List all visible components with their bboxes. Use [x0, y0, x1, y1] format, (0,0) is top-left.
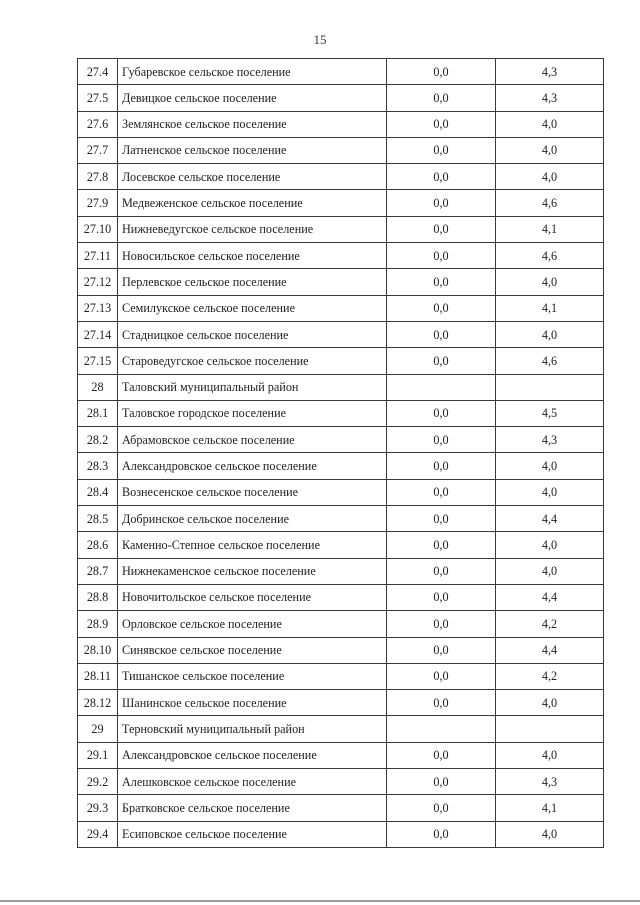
settlement-name-cell: Семилукское сельское поселение	[118, 295, 387, 321]
settlement-name-cell: Орловское сельское поселение	[118, 611, 387, 637]
settlement-name-cell: Тишанское сельское поселение	[118, 663, 387, 689]
table-row	[78, 400, 604, 426]
table-row	[78, 111, 604, 137]
table-row	[78, 716, 604, 742]
table-row	[78, 506, 604, 532]
settlement-name-cell: Девицкое сельское поселение	[118, 85, 387, 111]
value-2-cell: 4,0	[496, 321, 604, 347]
value-1-cell: 0,0	[387, 243, 496, 269]
value-2-cell: 4,0	[496, 479, 604, 505]
value-2-cell: 4,2	[496, 663, 604, 689]
value-2-cell: 4,4	[496, 506, 604, 532]
value-2-cell: 4,3	[496, 427, 604, 453]
table-row	[78, 164, 604, 190]
page-number: 15	[313, 32, 327, 47]
table-row	[78, 190, 604, 216]
value-2-cell: 4,0	[496, 742, 604, 768]
row-number-cell: 27.6	[78, 111, 118, 137]
value-1-cell: 0,0	[387, 769, 496, 795]
table-row	[78, 637, 604, 663]
value-2-cell: 4,1	[496, 295, 604, 321]
row-number-cell: 27.4	[78, 59, 118, 85]
row-number-cell: 28.4	[78, 479, 118, 505]
value-2-cell: 4,1	[496, 795, 604, 821]
value-2-cell: 4,4	[496, 637, 604, 663]
row-number-cell: 28.8	[78, 584, 118, 610]
row-number-cell: 27.9	[78, 190, 118, 216]
settlement-name-cell: Таловское городское поселение	[118, 400, 387, 426]
value-1-cell: 0,0	[387, 216, 496, 242]
table-row	[78, 742, 604, 768]
settlement-name-cell: Нижнекаменское сельское поселение	[118, 558, 387, 584]
row-number-cell: 28.11	[78, 663, 118, 689]
value-1-cell: 0,0	[387, 269, 496, 295]
value-2-cell	[496, 716, 604, 742]
settlement-table	[77, 58, 604, 848]
row-number-cell: 28.5	[78, 506, 118, 532]
row-number-cell: 27.12	[78, 269, 118, 295]
table-row	[78, 374, 604, 400]
table-row	[78, 243, 604, 269]
value-1-cell: 0,0	[387, 663, 496, 689]
settlement-name-cell: Шанинское сельское поселение	[118, 690, 387, 716]
table-row	[78, 663, 604, 689]
value-1-cell: 0,0	[387, 348, 496, 374]
table-row	[78, 137, 604, 163]
value-1-cell: 0,0	[387, 532, 496, 558]
table-row	[78, 690, 604, 716]
value-1-cell: 0,0	[387, 611, 496, 637]
value-1-cell: 0,0	[387, 137, 496, 163]
table-row	[78, 295, 604, 321]
value-1-cell: 0,0	[387, 190, 496, 216]
settlement-name-cell: Братковское сельское поселение	[118, 795, 387, 821]
row-number-cell: 28.6	[78, 532, 118, 558]
value-2-cell: 4,0	[496, 111, 604, 137]
value-2-cell: 4,0	[496, 164, 604, 190]
value-2-cell: 4,1	[496, 216, 604, 242]
row-number-cell: 27.10	[78, 216, 118, 242]
table-row	[78, 795, 604, 821]
value-2-cell: 4,0	[496, 821, 604, 847]
value-1-cell: 0,0	[387, 111, 496, 137]
value-1-cell: 0,0	[387, 690, 496, 716]
settlement-name-cell: Землянское сельское поселение	[118, 111, 387, 137]
row-number-cell: 27.15	[78, 348, 118, 374]
row-number-cell: 28.9	[78, 611, 118, 637]
value-2-cell: 4,4	[496, 584, 604, 610]
table-row	[78, 321, 604, 347]
settlement-name-cell: Александровское сельское поселение	[118, 742, 387, 768]
settlement-name-cell: Абрамовское сельское поселение	[118, 427, 387, 453]
table-row	[78, 216, 604, 242]
row-number-cell: 28.12	[78, 690, 118, 716]
settlement-name-cell: Алешковское сельское поселение	[118, 769, 387, 795]
row-number-cell: 28.10	[78, 637, 118, 663]
table-row	[78, 453, 604, 479]
table-row	[78, 479, 604, 505]
table-row	[78, 85, 604, 111]
value-2-cell: 4,3	[496, 59, 604, 85]
row-number-cell: 29	[78, 716, 118, 742]
settlement-name-cell: Таловский муниципальный район	[118, 374, 387, 400]
page-bottom-edge	[0, 900, 640, 902]
value-2-cell: 4,0	[496, 690, 604, 716]
table-row	[78, 269, 604, 295]
value-1-cell: 0,0	[387, 453, 496, 479]
value-2-cell: 4,5	[496, 400, 604, 426]
table-row	[78, 348, 604, 374]
row-number-cell: 28.7	[78, 558, 118, 584]
row-number-cell: 27.8	[78, 164, 118, 190]
row-number-cell: 27.14	[78, 321, 118, 347]
table-row	[78, 532, 604, 558]
settlement-name-cell: Терновский муниципальный район	[118, 716, 387, 742]
settlement-name-cell: Староведугское сельское поселение	[118, 348, 387, 374]
settlement-name-cell: Латненское сельское поселение	[118, 137, 387, 163]
value-2-cell: 4,0	[496, 137, 604, 163]
row-number-cell: 28.2	[78, 427, 118, 453]
row-number-cell: 28	[78, 374, 118, 400]
value-2-cell: 4,6	[496, 348, 604, 374]
table-row	[78, 611, 604, 637]
value-2-cell	[496, 374, 604, 400]
value-1-cell: 0,0	[387, 795, 496, 821]
settlement-name-cell: Новочитольское сельское поселение	[118, 584, 387, 610]
settlement-name-cell: Новосильское сельское поселение	[118, 243, 387, 269]
value-2-cell: 4,0	[496, 558, 604, 584]
value-1-cell: 0,0	[387, 164, 496, 190]
settlement-name-cell: Губаревское сельское поселение	[118, 59, 387, 85]
settlement-name-cell: Синявское сельское поселение	[118, 637, 387, 663]
table-row	[78, 558, 604, 584]
value-2-cell: 4,0	[496, 269, 604, 295]
value-1-cell: 0,0	[387, 321, 496, 347]
settlement-name-cell: Медвеженское сельское поселение	[118, 190, 387, 216]
value-2-cell: 4,6	[496, 190, 604, 216]
settlement-name-cell: Каменно-Степное сельское поселение	[118, 532, 387, 558]
value-1-cell	[387, 374, 496, 400]
table-row	[78, 59, 604, 85]
value-2-cell: 4,3	[496, 769, 604, 795]
value-2-cell: 4,0	[496, 532, 604, 558]
value-1-cell: 0,0	[387, 742, 496, 768]
value-1-cell: 0,0	[387, 427, 496, 453]
settlement-name-cell: Вознесенское сельское поселение	[118, 479, 387, 505]
settlement-name-cell: Перлевское сельское поселение	[118, 269, 387, 295]
row-number-cell: 29.4	[78, 821, 118, 847]
table-row	[78, 584, 604, 610]
row-number-cell: 27.11	[78, 243, 118, 269]
value-2-cell: 4,6	[496, 243, 604, 269]
row-number-cell: 27.13	[78, 295, 118, 321]
table-row	[78, 769, 604, 795]
value-2-cell: 4,3	[496, 85, 604, 111]
value-1-cell: 0,0	[387, 295, 496, 321]
value-1-cell: 0,0	[387, 821, 496, 847]
settlement-name-cell: Есиповское сельское поселение	[118, 821, 387, 847]
value-1-cell: 0,0	[387, 506, 496, 532]
table-body	[78, 59, 604, 848]
table-row	[78, 427, 604, 453]
settlement-name-cell: Стадницкое сельское поселение	[118, 321, 387, 347]
row-number-cell: 29.1	[78, 742, 118, 768]
value-1-cell: 0,0	[387, 85, 496, 111]
value-2-cell: 4,2	[496, 611, 604, 637]
value-2-cell: 4,0	[496, 453, 604, 479]
value-1-cell: 0,0	[387, 479, 496, 505]
settlement-name-cell: Александровское сельское поселение	[118, 453, 387, 479]
value-1-cell: 0,0	[387, 59, 496, 85]
row-number-cell: 29.3	[78, 795, 118, 821]
row-number-cell: 28.1	[78, 400, 118, 426]
value-1-cell: 0,0	[387, 584, 496, 610]
value-1-cell: 0,0	[387, 558, 496, 584]
settlement-name-cell: Лосевское сельское поселение	[118, 164, 387, 190]
value-1-cell	[387, 716, 496, 742]
row-number-cell: 27.7	[78, 137, 118, 163]
value-1-cell: 0,0	[387, 400, 496, 426]
settlement-name-cell: Нижневедугское сельское поселение	[118, 216, 387, 242]
settlement-name-cell: Добринское сельское поселение	[118, 506, 387, 532]
row-number-cell: 29.2	[78, 769, 118, 795]
table-row	[78, 821, 604, 847]
row-number-cell: 28.3	[78, 453, 118, 479]
row-number-cell: 27.5	[78, 85, 118, 111]
value-1-cell: 0,0	[387, 637, 496, 663]
